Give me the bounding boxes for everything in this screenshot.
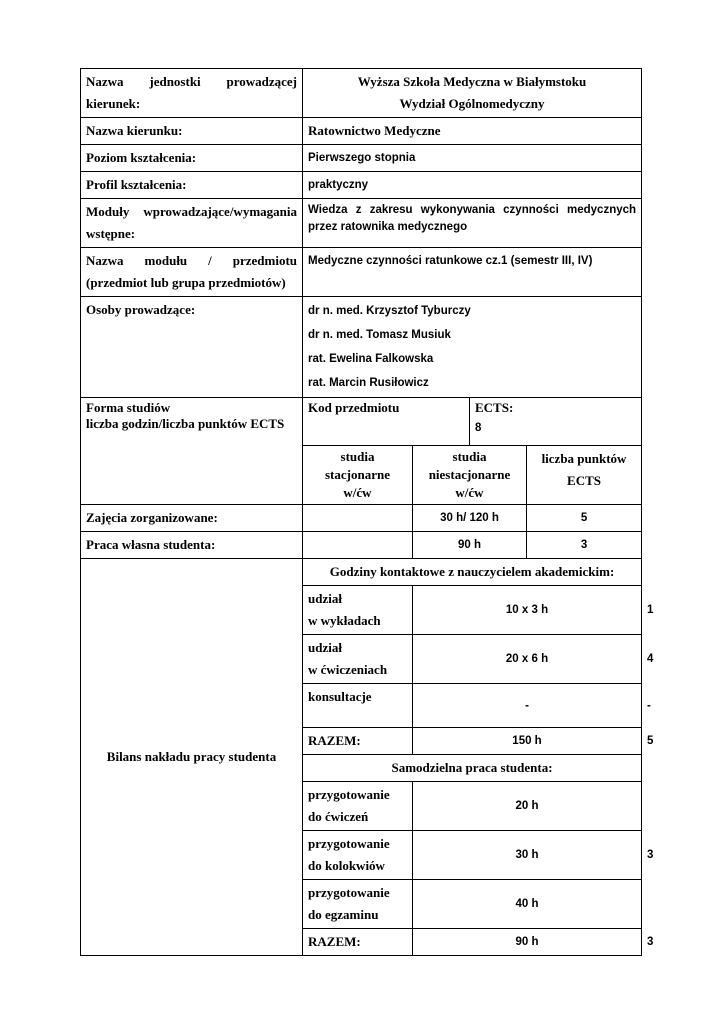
teachers-list [303, 297, 642, 398]
organized-label: Zajęcia zorganizowane: [81, 505, 303, 532]
row-selfwork [81, 532, 642, 559]
prep-exercises-label: przygotowanie do ćwiczeń [303, 782, 413, 831]
code-label: Kod przedmiotu [303, 398, 470, 446]
field-label: Nazwa kierunku: [81, 118, 303, 145]
form-label: Forma studiów liczba godzin/liczba punktów ECTS [81, 398, 303, 505]
unit-value: Wyższa Szkoła Medyczna w Białymstoku Wydział Ogólnomedyczny [303, 69, 642, 118]
self-header: Samodzielna praca studenta: [303, 755, 642, 782]
row-contact-header [81, 559, 642, 586]
exercises-label: udział w ćwiczeniach [303, 635, 413, 684]
syllabus-page [80, 68, 654, 956]
teacher-3: rat. Ewelina Falkowska [308, 353, 434, 365]
row-field [81, 118, 642, 145]
row-lectures: udział w wykładach 10 x 3 h 1 [81, 586, 642, 635]
total2-label: RAZEM: [303, 929, 413, 956]
row-total2: RAZEM: 90 h 3 [81, 929, 642, 956]
prep-exam-label: przygotowanie do egzaminu [303, 880, 413, 929]
level-label: Poziom kształcenia: [81, 145, 303, 172]
subject-label: Nazwa modułu / przedmiotu (przedmiot lub grupa przedmiotów) [81, 248, 303, 297]
col-stationary: studia stacjonarne w/ćw [303, 446, 413, 505]
profile-value: praktyczny [303, 172, 642, 199]
total1-label: RAZEM: [303, 728, 413, 755]
syllabus-table [80, 68, 654, 956]
organized-points: 5 [527, 505, 642, 532]
col-points: liczba punktów ECTS [527, 446, 642, 505]
consult-hours: - [413, 684, 642, 728]
contact-header: Godziny kontaktowe z nauczycielem akademickim: [303, 559, 642, 586]
selfwork-label: Praca własna studenta: [81, 532, 303, 559]
exercises-hours: 20 x 6 h [413, 635, 642, 684]
row-organized [81, 505, 642, 532]
organized-nonstationary: 30 h/ 120 h [413, 505, 527, 532]
row-modules [81, 199, 642, 248]
prep-exercises-hours: 20 h [413, 782, 642, 831]
balance-label: Bilans nakładu pracy studenta [81, 559, 303, 956]
ects-label: ECTS: [475, 400, 514, 415]
row-exercises: udział w ćwiczeniach 20 x 6 h 4 [81, 635, 642, 684]
total1-hours: 150 h [413, 728, 642, 755]
row-profile [81, 172, 642, 199]
organized-stationary [303, 505, 413, 532]
lectures-hours: 10 x 3 h [413, 586, 642, 635]
subject-value: Medyczne czynności ratunkowe cz.1 (semestr III, IV) [303, 248, 642, 297]
consult-label: konsultacje [303, 684, 413, 728]
row-prep-exercises: przygotowanie do ćwiczeń 20 h 3 [81, 782, 642, 831]
ects-cell [470, 398, 642, 446]
row-total1: RAZEM: 150 h 5 [81, 728, 642, 755]
teachers-label: Osoby prowadzące: [81, 297, 303, 398]
total2-hours: 90 h [413, 929, 642, 956]
prep-exam-hours: 40 h [413, 880, 642, 929]
lectures-label: udział w wykładach [303, 586, 413, 635]
prep-colloquia-label: przygotowanie do kolokwiów [303, 831, 413, 880]
row-subject [81, 248, 642, 297]
ects-value: 8 [475, 422, 482, 434]
prep-colloquia-hours: 30 h [413, 831, 642, 880]
row-level [81, 145, 642, 172]
selfwork-stationary [303, 532, 413, 559]
row-teachers [81, 297, 642, 398]
modules-value: Wiedza z zakresu wykonywania czynności medycznych przez ratownika medycznego [303, 199, 642, 248]
selfwork-points: 3 [527, 532, 642, 559]
row-unit [81, 69, 642, 118]
unit-label: Nazwa jednostki prowadzącej kierunek: [81, 69, 303, 118]
row-consult: konsultacje - - [81, 684, 642, 728]
teacher-1: dr n. med. Krzysztof Tyburczy [308, 305, 471, 317]
teacher-4: rat. Marcin Rusiłowicz [308, 377, 429, 389]
level-value: Pierwszego stopnia [303, 145, 642, 172]
col-nonstationary: studia niestacjonarne w/ćw [413, 446, 527, 505]
modules-label: Moduły wprowadzające/wymagania wstępne: [81, 199, 303, 248]
selfwork-nonstationary: 90 h [413, 532, 527, 559]
teacher-2: dr n. med. Tomasz Musiuk [308, 329, 451, 341]
profile-label: Profil kształcenia: [81, 172, 303, 199]
row-form [81, 398, 642, 446]
field-value: Ratownictwo Medyczne [303, 118, 642, 145]
